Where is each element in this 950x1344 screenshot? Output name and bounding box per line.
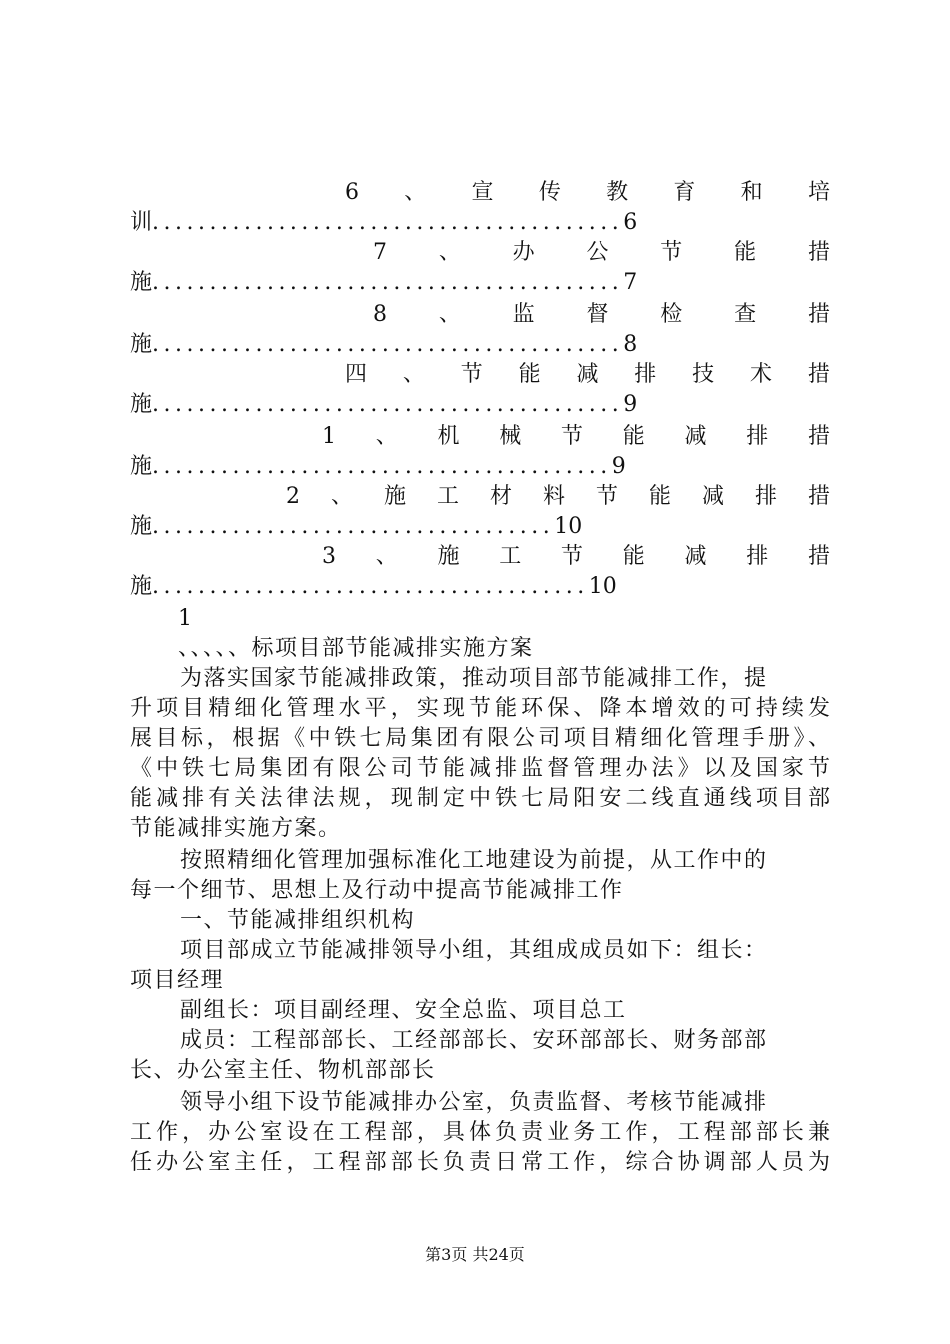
paragraph-line: 展目标，根据《中铁七局集团有限公司项目精细化管理手册》、: [130, 726, 830, 751]
paragraph-line: 升项目精细化管理水平，实现节能环保、降本增效的可持续发: [130, 696, 830, 721]
paragraph-line: 为落实国家节能减排政策，推动项目部节能减排工作，提: [180, 666, 768, 691]
paragraph-line: 副组长：项目副经理、安全总监、项目总工: [180, 998, 627, 1023]
page-number-line: 1: [178, 606, 194, 631]
paragraph-line: 项目部成立节能减排领导小组，其组成成员如下：组长：: [180, 938, 768, 963]
paragraph-line: 项目经理: [130, 968, 225, 993]
toc-entry-8-tail: 施.........................................8: [130, 332, 638, 357]
toc-entry-4-2-head: 2 、 施 工 材 料 节 能 减 排 措: [286, 484, 830, 509]
paragraph-line: 领导小组下设节能减排办公室，负责监督、考核节能减排: [180, 1090, 768, 1115]
toc-entry-8-head: 8 、 监 督 检 查 措: [373, 302, 830, 327]
toc-entry-4-head: 四 、 节 能 减 排 技 术 措: [345, 362, 830, 387]
paragraph-line: 每一个细节、思想上及行动中提高节能减排工作: [130, 878, 624, 903]
toc-entry-4-1-tail: 施........................................9: [130, 454, 626, 479]
paragraph-line: 能减排有关法律法规，现制定中铁七局阳安二线直通线项目部: [130, 786, 830, 811]
paragraph-line: 按照精细化管理加强标准化工地建设为前提，从工作中的: [180, 848, 768, 873]
toc-entry-7-head: 7 、 办 公 节 能 措: [373, 240, 830, 265]
toc-entry-7-tail: 施.........................................7: [130, 270, 638, 295]
toc-entry-4-tail: 施.........................................9: [130, 392, 638, 417]
toc-entry-6-tail: 训.........................................6: [130, 210, 638, 235]
toc-entry-4-1-head: 1 、 机 械 节 能 减 排 措: [322, 424, 830, 449]
toc-entry-4-3-head: 3 、 施 工 节 能 减 排 措: [322, 544, 830, 569]
paragraph-line: 《中铁七局集团有限公司节能减排监督管理办法》以及国家节: [130, 756, 830, 781]
toc-entry-6-head: 6 、 宣 传 教 育 和 培: [345, 180, 830, 205]
paragraph-line: 任办公室主任，工程部部长负责日常工作，综合协调部人员为: [130, 1150, 830, 1175]
toc-entry-4-3-tail: 施......................................10: [130, 574, 617, 599]
paragraph-line: 成员：工程部部长、工经部部长、安环部部长、财务部部: [180, 1028, 768, 1053]
page-footer: 第3页 共24页: [425, 1245, 525, 1264]
document-title: 、、、、、标项目部节能减排实施方案: [178, 636, 534, 661]
paragraph-line: 工作，办公室设在工程部，具体负责业务工作，工程部部长兼: [130, 1120, 830, 1145]
paragraph-line: 长、办公室主任、物机部部长: [130, 1058, 436, 1083]
paragraph-line: 节能减排实施方案。: [130, 816, 342, 841]
toc-entry-4-2-tail: 施...................................10: [130, 514, 583, 539]
section-heading: 一、节能减排组织机构: [180, 908, 416, 933]
